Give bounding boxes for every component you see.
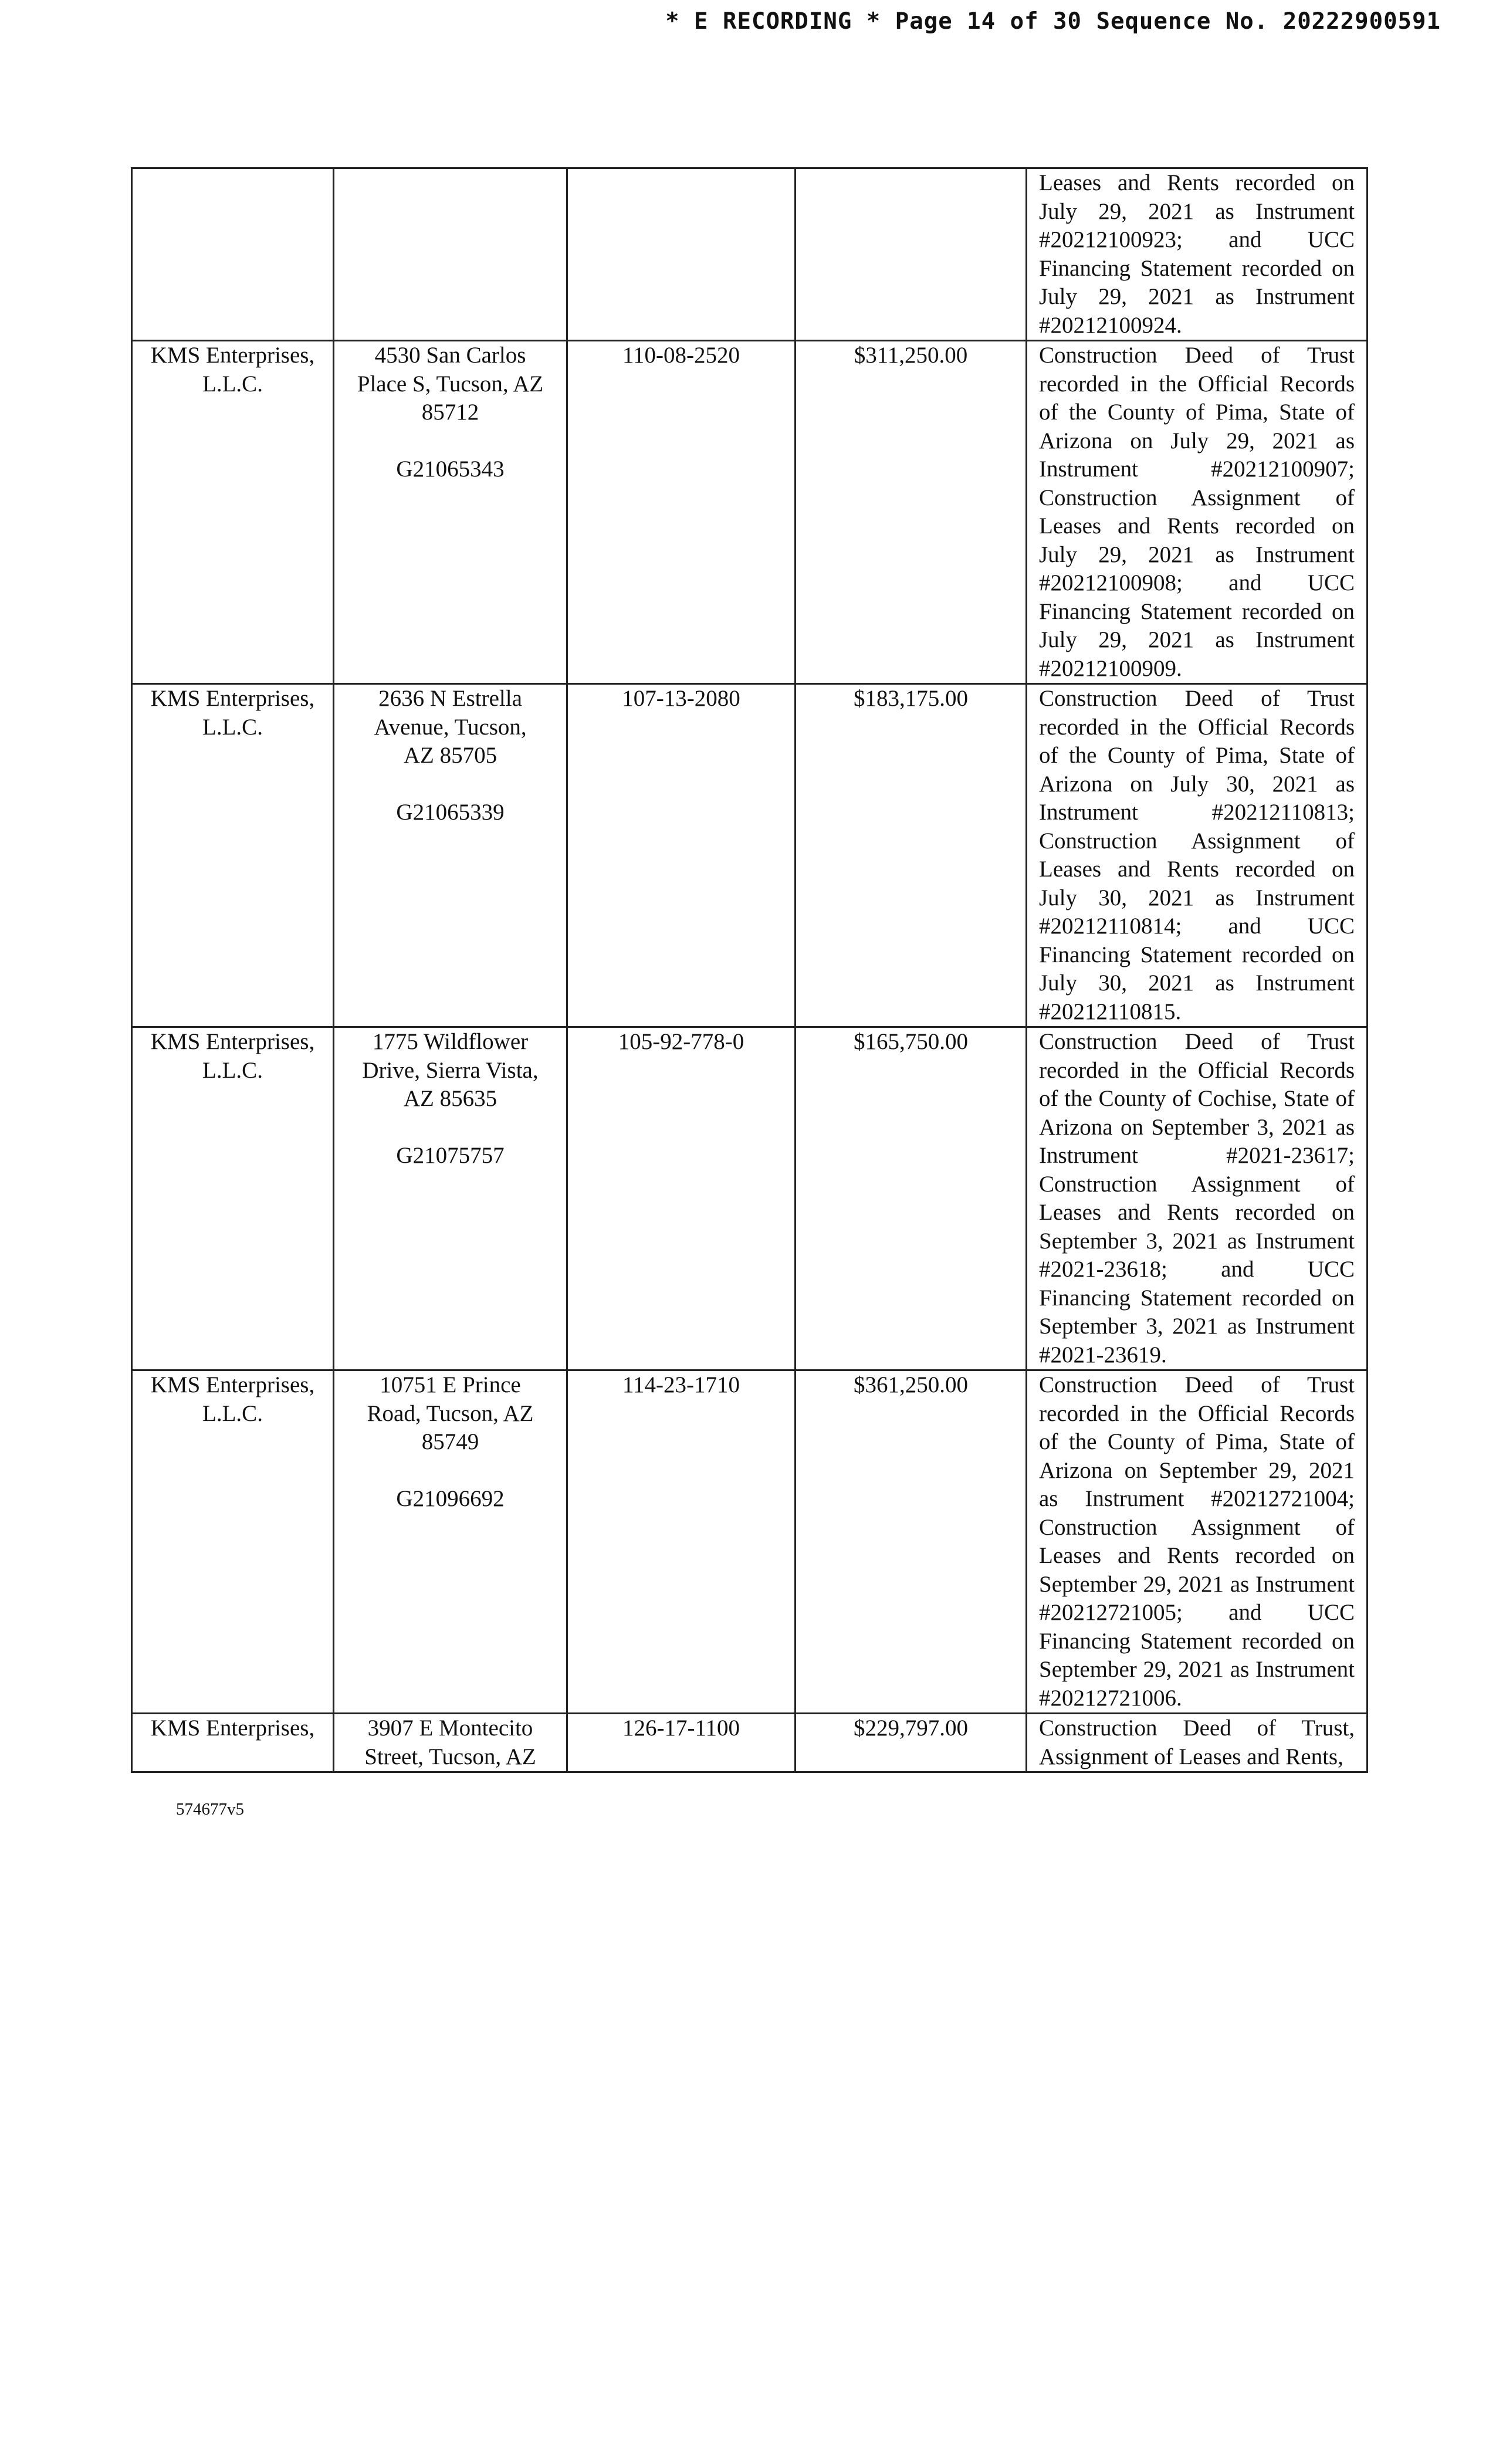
owner-cell: KMS Enterprises, L.L.C. [132,1370,334,1714]
table-row [132,168,1368,341]
property-cell [334,168,567,341]
description-cell: Construction Deed of Trust, Assignment of Leases and Rents, [1027,1714,1368,1772]
document-reference: 574677v5 [176,1800,244,1819]
owner-cell [132,168,334,341]
amount-cell: $183,175.00 [796,684,1027,1027]
table-row [132,1370,1368,1714]
address-line: Drive, Sierra Vista, [362,1057,539,1083]
table-row [132,1714,1368,1772]
address-line: 85749 [421,1429,479,1454]
property-cell [334,1027,567,1370]
grant-number: G21075757 [396,1142,505,1168]
address-line: 2636 N Estrella [378,686,522,711]
recording-header: * E RECORDING * Page 14 of 30 Sequence No. 20222900591 [665,8,1441,35]
description-cell: Construction Deed of Trust recorded in the Official Records of the County of Pima, State of Arizona on September 29, 2021 as Instrument #20212721004; Construction Assignment of Leases and Rents recorded on September 29, 2021 as Instrument #20212721005; and UCC Financing Statement recorded on September 29, 2021 as Instrument #20212721006. [1027,1370,1368,1714]
table-row [132,341,1368,684]
address-line: AZ 85705 [403,743,497,768]
amount-cell: $165,750.00 [796,1027,1027,1370]
description-cell: Construction Deed of Trust recorded in the Official Records of the County of Pima, State of Arizona on July 30, 2021 as Instrument #20212110813; Construction Assignment of Leases and Rents recorded on July 30, 2021 as Instrument #20212110814; and UCC Financing Statement recorded on July 30, 2021 as Instrument #20212110815. [1027,684,1368,1027]
owner-cell: KMS Enterprises, L.L.C. [132,684,334,1027]
property-cell [334,1370,567,1714]
address-line: AZ 85635 [403,1086,497,1111]
owner-cell: KMS Enterprises, [132,1714,334,1772]
address-line: 4530 San Carlos [374,343,526,368]
address-line: 10751 E Prince [380,1372,521,1397]
grant-number: G21065339 [396,799,505,825]
address-line: 3907 E Montecito [367,1715,533,1741]
table-row [132,684,1368,1027]
owner-cell: KMS Enterprises, L.L.C. [132,341,334,684]
amount-cell: $361,250.00 [796,1370,1027,1714]
address-line: Road, Tucson, AZ [367,1400,534,1426]
parcel-cell: 110-08-2520 [567,341,796,684]
description-cell: Construction Deed of Trust recorded in the Official Records of the County of Cochise, State of Arizona on September 3, 2021 as Instrument #2021-23617; Construction Assignment of Leases and Rents recorded on September 3, 2021 as Instrument #2021-23618; and UCC Financing Statement recorded on September 3, 2021 as Instrument #2021-23619. [1027,1027,1368,1370]
grant-number: G21065343 [396,456,505,482]
address-line: Place S, Tucson, AZ [357,371,544,397]
address-line: Street, Tucson, AZ [364,1744,536,1769]
description-cell: Construction Deed of Trust recorded in the Official Records of the County of Pima, State of Arizona on July 29, 2021 as Instrument #20212100907; Construction Assignment of Leases and Rents recorded on July 29, 2021 as Instrument #20212100908; and UCC Financing Statement recorded on July 29, 2021 as Instrument #20212100909. [1027,341,1368,684]
parcel-cell [567,168,796,341]
description-cell: Leases and Rents recorded on July 29, 2021 as Instrument #20212100923; and UCC Financing Statement recorded on July 29, 2021 as Instrument #20212100924. [1027,168,1368,341]
address-line: 1775 Wildflower [372,1029,529,1054]
property-cell [334,1714,567,1772]
address-line: 85712 [421,400,479,425]
parcel-cell: 114-23-1710 [567,1370,796,1714]
amount-cell: $311,250.00 [796,341,1027,684]
property-schedule-table [131,167,1368,1773]
parcel-cell: 107-13-2080 [567,684,796,1027]
parcel-cell: 126-17-1100 [567,1714,796,1772]
parcel-cell: 105-92-778-0 [567,1027,796,1370]
amount-cell: $229,797.00 [796,1714,1027,1772]
table-row [132,1027,1368,1370]
property-cell [334,341,567,684]
amount-cell [796,168,1027,341]
address-line: Avenue, Tucson, [374,714,527,740]
owner-cell: KMS Enterprises, L.L.C. [132,1027,334,1370]
grant-number: G21096692 [396,1485,505,1511]
property-cell [334,684,567,1027]
